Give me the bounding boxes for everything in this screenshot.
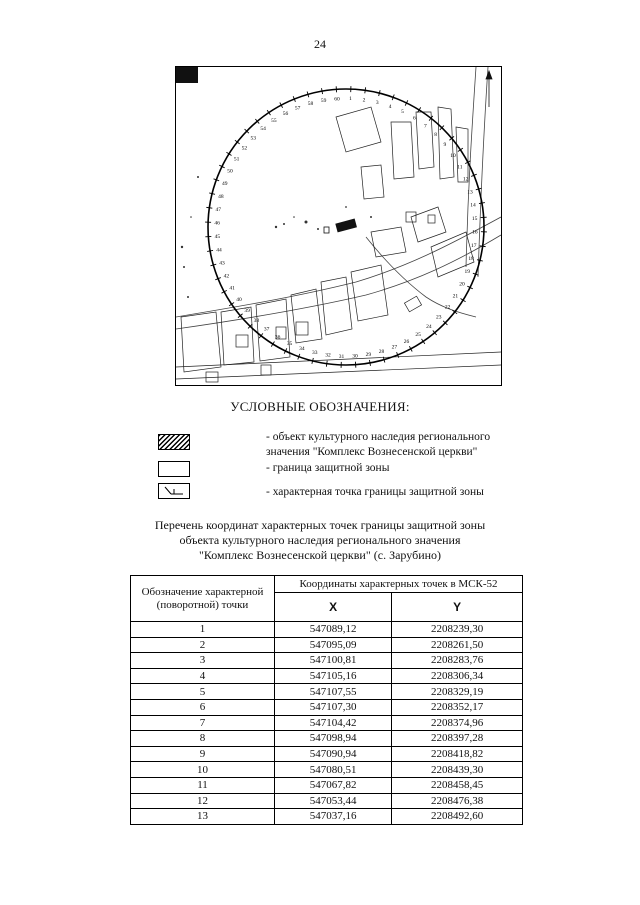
coordinates-table-body	[131, 622, 523, 825]
boundary-point-label: 22	[444, 304, 451, 311]
table-row	[131, 809, 523, 825]
protection-zone-map	[175, 66, 502, 386]
boundary-point-label: 1	[349, 96, 352, 103]
boundary-point-label: 20	[459, 281, 465, 288]
y-coordinate-cell: 2208352,17	[392, 699, 523, 715]
point-number-cell: 6	[131, 699, 275, 715]
boundary-point-label: 6	[412, 115, 416, 122]
boundary-point-label: 58	[307, 100, 314, 107]
legend-item-point	[158, 482, 558, 502]
boundary-point-label: 45	[214, 233, 221, 240]
header-point-designation: Обозначение характерной (поворотной) точки	[131, 576, 275, 622]
y-coordinate-cell: 2208261,50	[392, 637, 523, 653]
boundary-point-label: 11	[457, 164, 463, 171]
x-coordinate-cell: 547107,55	[275, 684, 392, 700]
boundary-point-label: 49	[222, 180, 228, 187]
boundary-point-label: 29	[365, 352, 372, 359]
terrain-speckles	[181, 176, 372, 298]
boundary-point-label: 47	[215, 207, 222, 214]
boundary-point-label: 35	[286, 340, 293, 347]
boundary-point-label: 8	[434, 132, 437, 139]
legend-title: УСЛОВНЫЕ ОБОЗНАЧЕНИЯ:	[230, 399, 410, 414]
boundary-point-label: 15	[471, 216, 478, 223]
point-number-cell: 7	[131, 715, 275, 731]
x-coordinate-cell: 547104,42	[275, 715, 392, 731]
road-lines	[176, 67, 501, 329]
table-row	[131, 622, 523, 638]
boundary-point-tick	[206, 207, 212, 208]
header-coordinates: Координаты характерных точек в МСК-52	[275, 576, 523, 593]
table-row	[131, 668, 523, 684]
point-number-cell: 1	[131, 622, 275, 638]
y-coordinate-cell: 2208476,38	[392, 793, 523, 809]
x-coordinate-cell: 547067,82	[275, 777, 392, 793]
point-symbol-icon	[159, 484, 189, 498]
boundary-point-label: 42	[223, 273, 230, 280]
boundary-point-label: 52	[241, 145, 248, 152]
boundary-point-label: 44	[216, 247, 222, 254]
boundary-point-label: 25	[415, 331, 421, 338]
x-coordinate-cell: 547090,94	[275, 746, 392, 762]
boundary-point-label: 12	[462, 176, 469, 183]
table-row	[131, 684, 523, 700]
page-number: 24	[314, 37, 326, 51]
boundary-point-tick	[207, 250, 213, 251]
x-coordinate-cell: 547107,30	[275, 699, 392, 715]
point-number-cell: 12	[131, 793, 275, 809]
boundary-point-label: 60	[334, 96, 340, 103]
building-outlines	[176, 107, 501, 382]
x-coordinate-cell: 547105,16	[275, 668, 392, 684]
boundary-point-label: 23	[436, 314, 442, 321]
boundary-point-label: 14	[470, 202, 476, 209]
boundary-point-label: 19	[464, 269, 470, 276]
boundary-point-label: 39	[244, 307, 250, 314]
point-number-cell: 4	[131, 668, 275, 684]
y-coordinate-cell: 2208439,30	[392, 762, 523, 778]
x-coordinate-cell: 547098,94	[275, 731, 392, 747]
table-row	[131, 637, 523, 653]
y-coordinate-cell: 2208239,30	[392, 622, 523, 638]
y-coordinate-cell: 2208374,96	[392, 715, 523, 731]
boundary-point-label: 10	[450, 152, 456, 159]
legend-point-swatch	[158, 483, 190, 499]
boundary-point-label: 43	[219, 260, 225, 267]
table-row	[131, 653, 523, 669]
point-number-cell: 10	[131, 762, 275, 778]
legend-heritage-line2: значения "Комплекс Вознесенской церкви"	[266, 446, 478, 458]
boundary-point-label: 27	[391, 344, 398, 351]
heritage-object-marker	[335, 219, 357, 233]
y-coordinate-cell: 2208492,60	[392, 809, 523, 825]
boundary-point-label: 2	[362, 97, 366, 104]
caption-line-3: "Комплекс Вознесенской церкви" (с. Зарубино)	[198, 548, 442, 562]
legend-boundary-text: - граница защитной зоны	[266, 462, 390, 474]
boundary-point-label: 55	[271, 118, 277, 125]
boundary-point-label: 26	[403, 338, 410, 345]
map-corner-mark	[176, 67, 198, 83]
header-x: X	[275, 593, 392, 622]
boundary-point-tick	[365, 87, 366, 93]
boundary-point-label: 21	[452, 293, 459, 300]
point-number-cell: 3	[131, 653, 275, 669]
table-row	[131, 746, 523, 762]
boundary-point-tick	[369, 360, 370, 366]
x-coordinate-cell: 547080,51	[275, 762, 392, 778]
legend-item-boundary	[158, 459, 558, 479]
y-coordinate-cell: 2208329,19	[392, 684, 523, 700]
x-coordinate-cell: 547095,09	[275, 637, 392, 653]
boundary-point-label: 50	[227, 168, 233, 175]
point-number-cell: 13	[131, 809, 275, 825]
boundary-point-label: 9	[443, 142, 447, 149]
boundary-point-label: 46	[214, 220, 220, 227]
point-number-cell: 11	[131, 777, 275, 793]
y-coordinate-cell: 2208283,76	[392, 653, 523, 669]
boundary-point-label: 31	[338, 353, 345, 360]
x-coordinate-cell: 547089,12	[275, 622, 392, 638]
coordinates-table	[130, 575, 523, 825]
boundary-point-label: 32	[325, 352, 331, 359]
boundary-point-label: 18	[468, 256, 474, 263]
boundary-point-label: 59	[320, 97, 327, 104]
boundary-point-label: 24	[426, 323, 432, 330]
boundary-point-label: 5	[401, 109, 404, 116]
boundary-point-label: 53	[250, 135, 256, 142]
boundary-point-label: 17	[470, 242, 477, 249]
x-coordinate-cell: 547053,44	[275, 793, 392, 809]
boundary-point-label: 13	[467, 189, 473, 196]
boundary-point-tick	[322, 88, 323, 94]
boundary-point-label: 34	[299, 346, 305, 353]
boundary-point-label: 51	[233, 156, 240, 163]
point-number-cell: 2	[131, 637, 275, 653]
boundary-point-label: 4	[388, 103, 392, 110]
y-coordinate-cell: 2208306,34	[392, 668, 523, 684]
table-row	[131, 762, 523, 778]
boundary-point-label: 3	[375, 99, 379, 106]
table-row	[131, 715, 523, 731]
boundary-point-label: 36	[274, 334, 281, 341]
boundary-point-label: 7	[424, 123, 427, 130]
y-coordinate-cell: 2208397,28	[392, 731, 523, 747]
boundary-point-label: 41	[229, 285, 235, 292]
boundary-point-tick	[326, 361, 327, 367]
boundary-point-label: 38	[253, 317, 260, 324]
y-coordinate-cell: 2208418,82	[392, 746, 523, 762]
header-y: Y	[392, 593, 523, 622]
caption-line-2: объекта культурного наследия регионального значения	[179, 533, 461, 547]
point-number-cell: 8	[131, 731, 275, 747]
boundary-point-label: 37	[263, 326, 270, 333]
table-row	[131, 777, 523, 793]
boundary-point-label: 54	[260, 126, 266, 133]
legend-boundary-swatch	[158, 461, 190, 477]
x-coordinate-cell: 547100,81	[275, 653, 392, 669]
legend-hatch-swatch	[158, 434, 190, 450]
boundary-point-label: 57	[294, 105, 301, 112]
boundary-point-label: 48	[218, 193, 224, 200]
boundary-point-label: 40	[236, 297, 242, 304]
table-row	[131, 699, 523, 715]
boundary-point-label: 33	[312, 350, 318, 357]
boundary-point-tick	[479, 203, 485, 204]
boundary-point-label: 28	[378, 349, 385, 356]
table-row	[131, 731, 523, 747]
table-row	[131, 793, 523, 809]
caption-line-1: Перечень координат характерных точек границы защитной зоны	[154, 518, 486, 532]
y-coordinate-cell: 2208458,45	[392, 777, 523, 793]
boundary-point-label: 30	[352, 353, 358, 360]
point-number-cell: 5	[131, 684, 275, 700]
boundary-point-label: 56	[282, 111, 289, 118]
point-number-cell: 9	[131, 746, 275, 762]
boundary-point-label: 16	[472, 229, 478, 236]
legend-heritage-line1: - объект культурного наследия регионального	[266, 431, 491, 443]
legend-point-text: - характерная точка границы защитной зоны	[266, 486, 484, 498]
x-coordinate-cell: 547037,16	[275, 809, 392, 825]
map-drawing	[176, 67, 501, 385]
heritage-annex	[324, 227, 329, 233]
